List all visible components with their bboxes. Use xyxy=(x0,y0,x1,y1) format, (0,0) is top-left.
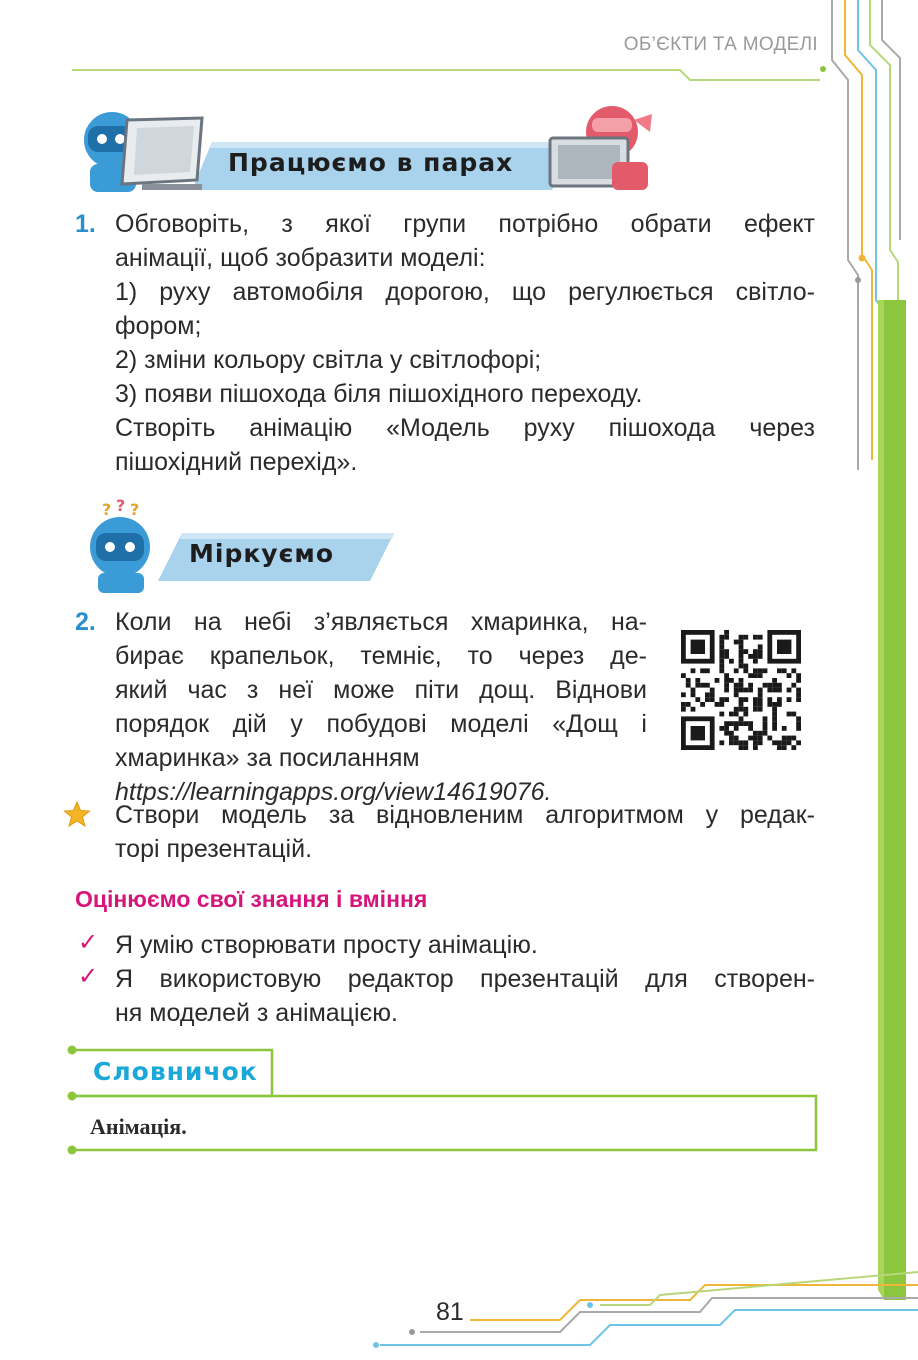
assessment-item-1 xyxy=(115,928,815,962)
page-number: 81 xyxy=(436,1298,464,1326)
task-1-number: 1. xyxy=(75,210,96,238)
text-line: порядок дій у побудові моделі «Дощ і xyxy=(115,710,647,738)
thinking-banner xyxy=(72,497,402,593)
svg-text:?: ? xyxy=(102,500,112,519)
text-line: фором; xyxy=(115,312,202,340)
svg-text:?: ? xyxy=(116,497,126,515)
text-line: торі презентацій. xyxy=(115,835,313,863)
self-assessment-heading: Оцінюємо свої знання і вміння xyxy=(75,886,428,912)
text-line: 1) руху автомобіля дорогою, що регулюється світло- xyxy=(115,278,815,306)
text-line: Створіть анімацію «Модель руху пішохода через xyxy=(115,414,815,442)
section-title: ОБ’ЄКТИ ТА МОДЕЛІ xyxy=(623,34,818,55)
text-line: 2) зміни кольору світла у світлофорі; xyxy=(115,346,542,374)
task-1-text xyxy=(115,207,815,479)
text-line: Обговоріть, з якої групи потрібно обрати ефект xyxy=(115,210,815,238)
thinking-title: Міркуємо xyxy=(189,539,335,568)
text-line: який час з неї може піти дощ. Віднови xyxy=(115,676,647,704)
learningapps-link[interactable]: https://learningapps.org/view14619076. xyxy=(115,778,552,806)
text-line: ня моделей з анімацією. xyxy=(115,999,398,1027)
star-task-text xyxy=(115,798,815,866)
text-line: пішохідний перехід». xyxy=(115,448,358,476)
task-2-text xyxy=(115,605,647,809)
text-line: Коли на небі з’являється хмаринка, на- xyxy=(115,608,647,636)
glossary-term: Анімація. xyxy=(90,1114,187,1139)
assessment-item-2 xyxy=(115,962,815,1030)
text-line: Я умію створювати просту анімацію. xyxy=(115,931,538,959)
task-2-number: 2. xyxy=(75,608,96,636)
text-line: бирає крапельок, темніє, то через де- xyxy=(115,642,647,670)
text-line: 3) появи пішохода біля пішохідного переходу. xyxy=(115,380,643,408)
qr-code[interactable] xyxy=(681,630,801,750)
text-line: Я використовую редактор презентацій для створен- xyxy=(115,965,815,993)
pair-work-title: Працюємо в парах xyxy=(228,148,514,177)
star-icon xyxy=(62,800,92,828)
text-line: хмаринка» за посиланням xyxy=(115,744,420,772)
glossary-title: Словничок xyxy=(93,1057,258,1086)
check-icon: ✓ xyxy=(78,963,99,990)
svg-text:?: ? xyxy=(130,500,140,519)
pair-work-banner xyxy=(72,100,652,200)
text-line: анімації, щоб зобразити моделі: xyxy=(115,244,486,272)
text-line: Створи модель за відновленим алгоритмом у редак- xyxy=(115,801,815,829)
check-icon: ✓ xyxy=(78,929,99,956)
